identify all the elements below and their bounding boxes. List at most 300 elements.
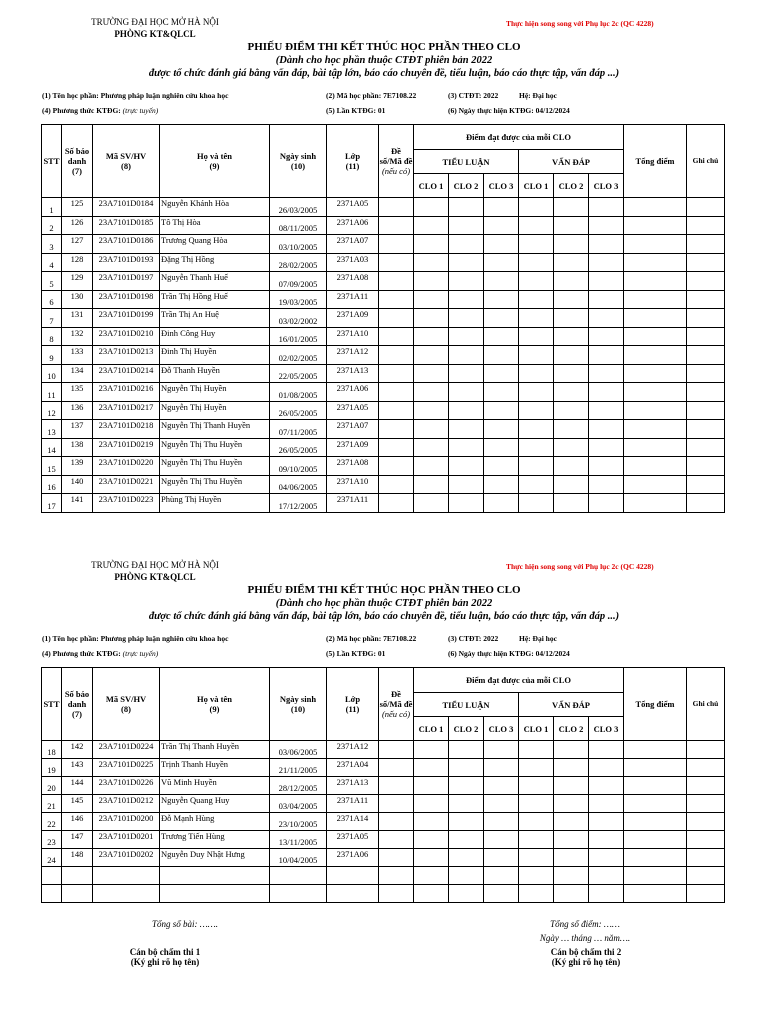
cell-essay-clo2[interactable] [449,759,484,777]
cell-oral-clo3[interactable] [589,457,624,476]
cell-essay-clo1[interactable] [414,420,449,439]
cell-student-id: 23A7101D0213 [93,346,160,365]
cell-exam-code[interactable] [379,438,414,457]
cell-full-name [160,867,270,885]
cell-oral-clo3[interactable] [589,867,624,885]
col-stt: STT [42,668,62,741]
cell-notes[interactable] [687,346,725,365]
cell-full-name: Trịnh Thanh Huyền [160,759,270,777]
cell-total[interactable] [624,777,687,795]
cell-notes[interactable] [687,198,725,217]
cell-oral-clo1[interactable] [519,885,554,903]
cell-oral-clo1[interactable] [519,795,554,813]
cell-oral-clo1[interactable] [519,777,554,795]
cell-oral-clo1[interactable] [519,364,554,383]
cell-total[interactable] [624,364,687,383]
cell-essay-clo2[interactable] [449,401,484,420]
cell-oral-clo3[interactable] [589,813,624,831]
cell-full-name: Nguyễn Thị Huyền [160,401,270,420]
cell-total[interactable] [624,383,687,402]
cell-oral-clo3[interactable] [589,327,624,346]
cell-essay-clo2[interactable] [449,327,484,346]
cell-notes[interactable] [687,849,725,867]
cell-essay-clo3[interactable] [484,777,519,795]
cell-exam-code[interactable] [379,383,414,402]
cell-candidate-number: 130 [62,290,93,309]
cell-oral-clo2[interactable] [554,346,589,365]
cell-essay-clo2[interactable] [449,309,484,328]
cell-exam-code[interactable] [379,494,414,513]
cell-essay-clo1[interactable] [414,309,449,328]
cell-oral-clo3[interactable] [589,475,624,494]
cell-essay-clo2[interactable] [449,420,484,439]
cell-essay-clo1[interactable] [414,438,449,457]
col-notes: Ghi chú [687,668,725,741]
cell-essay-clo2[interactable] [449,290,484,309]
cell-total[interactable] [624,438,687,457]
cell-notes[interactable] [687,759,725,777]
cell-notes[interactable] [687,364,725,383]
col-clo-group: Điểm đạt được của mỗi CLO [414,125,624,150]
cell-total[interactable] [624,795,687,813]
cell-oral-clo2[interactable] [554,198,589,217]
table-row [42,494,725,513]
cell-candidate-number: 140 [62,475,93,494]
cell-total[interactable] [624,198,687,217]
cell-essay-clo1[interactable] [414,494,449,513]
cell-oral-clo3[interactable] [589,272,624,291]
cell-oral-clo2[interactable] [554,253,589,272]
cell-oral-clo3[interactable] [589,364,624,383]
cell-oral-clo3[interactable] [589,383,624,402]
cell-essay-clo3[interactable] [484,364,519,383]
cell-essay-clo3[interactable] [484,309,519,328]
cell-essay-clo1[interactable] [414,253,449,272]
cell-exam-code[interactable] [379,364,414,383]
cell-total[interactable] [624,290,687,309]
cell-total[interactable] [624,813,687,831]
department-name: PHÒNG KT&QLCL [114,572,196,582]
cell-full-name: Nguyễn Thị Thu Huyền [160,457,270,476]
cell-exam-code[interactable] [379,777,414,795]
cell-essay-clo2[interactable] [449,867,484,885]
cell-oral-clo2[interactable] [554,401,589,420]
cell-oral-clo1[interactable] [519,327,554,346]
cell-oral-clo3[interactable] [589,438,624,457]
sheet-title: PHIẾU ĐIỂM THI KẾT THÚC HỌC PHẦN THEO CLO [247,584,521,596]
total-scores: Tổng số điểm: …… [550,919,620,929]
cell-essay-clo2[interactable] [449,795,484,813]
assessment-method-label: (4) Phương thức KTĐG: [42,106,121,115]
cell-exam-code[interactable] [379,253,414,272]
cell-oral-clo3[interactable] [589,346,624,365]
cell-oral-clo3[interactable] [589,198,624,217]
cell-notes[interactable] [687,494,725,513]
cell-exam-code[interactable] [379,401,414,420]
cell-essay-clo2[interactable] [449,253,484,272]
col-exam-code: Đề số/Mã đề (nếu có) [379,668,414,741]
cell-total[interactable] [624,885,687,903]
cell-oral-clo2[interactable] [554,475,589,494]
cell-essay-clo1[interactable] [414,475,449,494]
cell-essay-clo3[interactable] [484,475,519,494]
cell-oral-clo1[interactable] [519,383,554,402]
cell-essay-clo2[interactable] [449,198,484,217]
cell-oral-clo2[interactable] [554,457,589,476]
cell-notes[interactable] [687,795,725,813]
cell-essay-clo2[interactable] [449,457,484,476]
cell-oral-clo1[interactable] [519,420,554,439]
cell-total[interactable] [624,741,687,759]
cell-oral-clo3[interactable] [589,235,624,254]
col-essay-clo3: CLO 3 [484,717,519,741]
cell-essay-clo3[interactable] [484,198,519,217]
cell-notes[interactable] [687,438,725,457]
cell-essay-clo2[interactable] [449,216,484,235]
cell-oral-clo3[interactable] [589,290,624,309]
cell-essay-clo1[interactable] [414,885,449,903]
cell-exam-code[interactable] [379,475,414,494]
table-row [42,272,725,291]
cell-oral-clo1[interactable] [519,494,554,513]
cell-exam-code[interactable] [379,885,414,903]
table-row [42,885,725,903]
cell-class: 2371A09 [327,309,379,328]
cell-oral-clo2[interactable] [554,494,589,513]
cell-total[interactable] [624,327,687,346]
cell-exam-code[interactable] [379,813,414,831]
cell-total[interactable] [624,475,687,494]
cell-essay-clo1[interactable] [414,364,449,383]
cell-essay-clo3[interactable] [484,885,519,903]
cell-exam-code[interactable] [379,309,414,328]
cell-oral-clo1[interactable] [519,346,554,365]
cell-oral-clo1[interactable] [519,290,554,309]
cell-oral-clo3[interactable] [589,849,624,867]
cell-oral-clo2[interactable] [554,272,589,291]
col-essay-clo3: CLO 3 [484,174,519,198]
cell-oral-clo1[interactable] [519,849,554,867]
cell-essay-clo3[interactable] [484,272,519,291]
cell-total[interactable] [624,309,687,328]
cell-total[interactable] [624,831,687,849]
cell-essay-clo2[interactable] [449,741,484,759]
cell-essay-clo1[interactable] [414,849,449,867]
cell-oral-clo3[interactable] [589,831,624,849]
cell-essay-clo2[interactable] [449,831,484,849]
cell-full-name: Trương Tiến Hùng [160,831,270,849]
cell-oral-clo3[interactable] [589,309,624,328]
cell-notes[interactable] [687,813,725,831]
cell-stt [42,867,62,885]
cell-essay-clo2[interactable] [449,438,484,457]
cell-notes[interactable] [687,327,725,346]
cell-essay-clo1[interactable] [414,401,449,420]
cell-essay-clo3[interactable] [484,290,519,309]
cell-oral-clo1[interactable] [519,831,554,849]
cell-notes[interactable] [687,272,725,291]
cell-oral-clo3[interactable] [589,216,624,235]
cell-student-id: 23A7101D0184 [93,198,160,217]
cell-oral-clo1[interactable] [519,867,554,885]
cell-oral-clo1[interactable] [519,309,554,328]
cell-total[interactable] [624,401,687,420]
cell-total[interactable] [624,346,687,365]
cell-oral-clo3[interactable] [589,253,624,272]
cell-class [327,867,379,885]
cell-oral-clo2[interactable] [554,309,589,328]
cell-full-name: Tô Thị Hòa [160,216,270,235]
cell-essay-clo2[interactable] [449,813,484,831]
cell-essay-clo1[interactable] [414,795,449,813]
cell-full-name: Vũ Minh Huyền [160,777,270,795]
cell-oral-clo2[interactable] [554,777,589,795]
cell-student-id [93,867,160,885]
cell-essay-clo1[interactable] [414,272,449,291]
cell-oral-clo1[interactable] [519,216,554,235]
cell-essay-clo3[interactable] [484,253,519,272]
assessment-attempt: (5) Lần KTĐG: 01 [326,106,386,115]
cell-exam-code[interactable] [379,741,414,759]
cell-essay-clo3[interactable] [484,438,519,457]
cell-oral-clo1[interactable] [519,401,554,420]
table-row [42,327,725,346]
cell-oral-clo3[interactable] [589,759,624,777]
cell-dob: 04/06/2005 [270,475,327,494]
cell-essay-clo3[interactable] [484,759,519,777]
cell-total[interactable] [624,272,687,291]
cell-oral-clo1[interactable] [519,813,554,831]
cell-exam-code[interactable] [379,457,414,476]
cell-exam-code[interactable] [379,272,414,291]
cell-exam-code[interactable] [379,216,414,235]
cell-essay-clo2[interactable] [449,885,484,903]
cell-oral-clo2[interactable] [554,867,589,885]
cell-oral-clo2[interactable] [554,741,589,759]
cell-total[interactable] [624,420,687,439]
cell-stt: 19 [42,759,62,777]
cell-essay-clo1[interactable] [414,759,449,777]
cell-total[interactable] [624,457,687,476]
cell-oral-clo1[interactable] [519,253,554,272]
cell-essay-clo3[interactable] [484,741,519,759]
cell-total[interactable] [624,867,687,885]
cell-essay-clo3[interactable] [484,849,519,867]
cell-notes[interactable] [687,885,725,903]
cell-oral-clo3[interactable] [589,741,624,759]
assessment-date: (6) Ngày thực hiện KTĐG: 04/12/2024 [448,106,570,115]
cell-exam-code[interactable] [379,198,414,217]
cell-oral-clo1[interactable] [519,272,554,291]
cell-oral-clo2[interactable] [554,420,589,439]
cell-essay-clo1[interactable] [414,813,449,831]
cell-candidate-number [62,885,93,903]
cell-essay-clo1[interactable] [414,457,449,476]
cell-essay-clo1[interactable] [414,831,449,849]
cell-oral-clo3[interactable] [589,795,624,813]
cell-total[interactable] [624,849,687,867]
cell-oral-clo1[interactable] [519,741,554,759]
cell-total[interactable] [624,253,687,272]
cell-oral-clo2[interactable] [554,364,589,383]
cell-notes[interactable] [687,235,725,254]
cell-notes[interactable] [687,457,725,476]
cell-essay-clo2[interactable] [449,475,484,494]
cell-essay-clo1[interactable] [414,867,449,885]
cell-notes[interactable] [687,401,725,420]
cell-candidate-number: 147 [62,831,93,849]
cell-essay-clo3[interactable] [484,831,519,849]
cell-essay-clo3[interactable] [484,813,519,831]
cell-candidate-number: 138 [62,438,93,457]
cell-essay-clo1[interactable] [414,216,449,235]
cell-dob: 10/04/2005 [270,849,327,867]
cell-candidate-number: 134 [62,364,93,383]
cell-dob: 03/10/2005 [270,235,327,254]
cell-notes[interactable] [687,309,725,328]
cell-oral-clo2[interactable] [554,327,589,346]
cell-student-id: 23A7101D0221 [93,475,160,494]
cell-candidate-number: 132 [62,327,93,346]
cell-essay-clo3[interactable] [484,216,519,235]
cell-full-name [160,885,270,903]
training-level: Hệ: Đại học [519,634,557,643]
cell-notes[interactable] [687,831,725,849]
cell-essay-clo2[interactable] [449,494,484,513]
cell-notes[interactable] [687,290,725,309]
cell-total[interactable] [624,494,687,513]
cell-oral-clo1[interactable] [519,198,554,217]
cell-notes[interactable] [687,216,725,235]
cell-essay-clo3[interactable] [484,494,519,513]
cell-essay-clo2[interactable] [449,272,484,291]
cell-essay-clo1[interactable] [414,327,449,346]
cell-oral-clo2[interactable] [554,885,589,903]
cell-notes[interactable] [687,777,725,795]
cell-stt: 10 [42,364,62,383]
cell-class: 2371A07 [327,235,379,254]
cell-essay-clo2[interactable] [449,364,484,383]
cell-full-name: Phùng Thị Huyền [160,494,270,513]
cell-notes[interactable] [687,383,725,402]
cell-essay-clo1[interactable] [414,777,449,795]
cell-oral-clo2[interactable] [554,831,589,849]
cell-candidate-number: 133 [62,346,93,365]
cell-student-id: 23A7101D0199 [93,309,160,328]
cell-essay-clo3[interactable] [484,327,519,346]
cell-oral-clo1[interactable] [519,438,554,457]
col-oral-clo1: CLO 1 [519,717,554,741]
cell-student-id: 23A7101D0193 [93,253,160,272]
cell-oral-clo2[interactable] [554,290,589,309]
cell-oral-clo1[interactable] [519,235,554,254]
cell-oral-clo3[interactable] [589,420,624,439]
cell-notes[interactable] [687,475,725,494]
cell-exam-code[interactable] [379,831,414,849]
cell-full-name: Nguyễn Thị Thu Huyền [160,438,270,457]
cell-total[interactable] [624,235,687,254]
cell-exam-code[interactable] [379,795,414,813]
cell-student-id: 23A7101D0217 [93,401,160,420]
cell-essay-clo3[interactable] [484,457,519,476]
cell-oral-clo3[interactable] [589,401,624,420]
cell-exam-code[interactable] [379,849,414,867]
cell-exam-code[interactable] [379,235,414,254]
cell-essay-clo3[interactable] [484,346,519,365]
col-oral-clo2: CLO 2 [554,717,589,741]
cell-oral-clo2[interactable] [554,235,589,254]
cell-notes[interactable] [687,420,725,439]
cell-oral-clo2[interactable] [554,383,589,402]
cell-essay-clo1[interactable] [414,290,449,309]
cell-oral-clo3[interactable] [589,494,624,513]
cell-exam-code[interactable] [379,867,414,885]
cell-essay-clo1[interactable] [414,383,449,402]
cell-essay-clo2[interactable] [449,849,484,867]
cell-candidate-number: 136 [62,401,93,420]
cell-essay-clo3[interactable] [484,867,519,885]
cell-notes[interactable] [687,253,725,272]
cell-oral-clo2[interactable] [554,438,589,457]
cell-oral-clo3[interactable] [589,885,624,903]
col-essay-clo1: CLO 1 [414,717,449,741]
cell-exam-code[interactable] [379,327,414,346]
cell-exam-code[interactable] [379,759,414,777]
table-row [42,849,725,867]
cell-notes[interactable] [687,867,725,885]
cell-oral-clo2[interactable] [554,795,589,813]
cell-oral-clo3[interactable] [589,777,624,795]
cell-total[interactable] [624,216,687,235]
cell-dob: 01/08/2005 [270,383,327,402]
cell-oral-clo1[interactable] [519,475,554,494]
cell-stt: 9 [42,346,62,365]
cell-exam-code[interactable] [379,420,414,439]
cell-essay-clo3[interactable] [484,235,519,254]
cell-essay-clo2[interactable] [449,383,484,402]
cell-oral-clo2[interactable] [554,849,589,867]
cell-notes[interactable] [687,741,725,759]
cell-oral-clo1[interactable] [519,457,554,476]
cell-oral-clo2[interactable] [554,216,589,235]
cell-essay-clo3[interactable] [484,420,519,439]
cell-candidate-number: 135 [62,383,93,402]
cell-oral-clo2[interactable] [554,813,589,831]
cell-oral-clo1[interactable] [519,759,554,777]
cell-essay-clo1[interactable] [414,346,449,365]
cell-dob: 13/11/2005 [270,831,327,849]
table-row [42,383,725,402]
cell-total[interactable] [624,759,687,777]
cell-essay-clo2[interactable] [449,346,484,365]
cell-essay-clo1[interactable] [414,741,449,759]
cell-essay-clo2[interactable] [449,777,484,795]
cell-oral-clo2[interactable] [554,759,589,777]
cell-essay-clo3[interactable] [484,383,519,402]
cell-essay-clo3[interactable] [484,401,519,420]
cell-essay-clo2[interactable] [449,235,484,254]
cell-candidate-number: 148 [62,849,93,867]
cell-essay-clo3[interactable] [484,795,519,813]
cell-full-name: Đỗ Mạnh Hùng [160,813,270,831]
cell-essay-clo1[interactable] [414,198,449,217]
cell-class: 2371A12 [327,346,379,365]
cell-essay-clo1[interactable] [414,235,449,254]
col-class: Lớp (11) [327,125,379,198]
table-row [42,364,725,383]
cell-exam-code[interactable] [379,346,414,365]
cell-exam-code[interactable] [379,290,414,309]
